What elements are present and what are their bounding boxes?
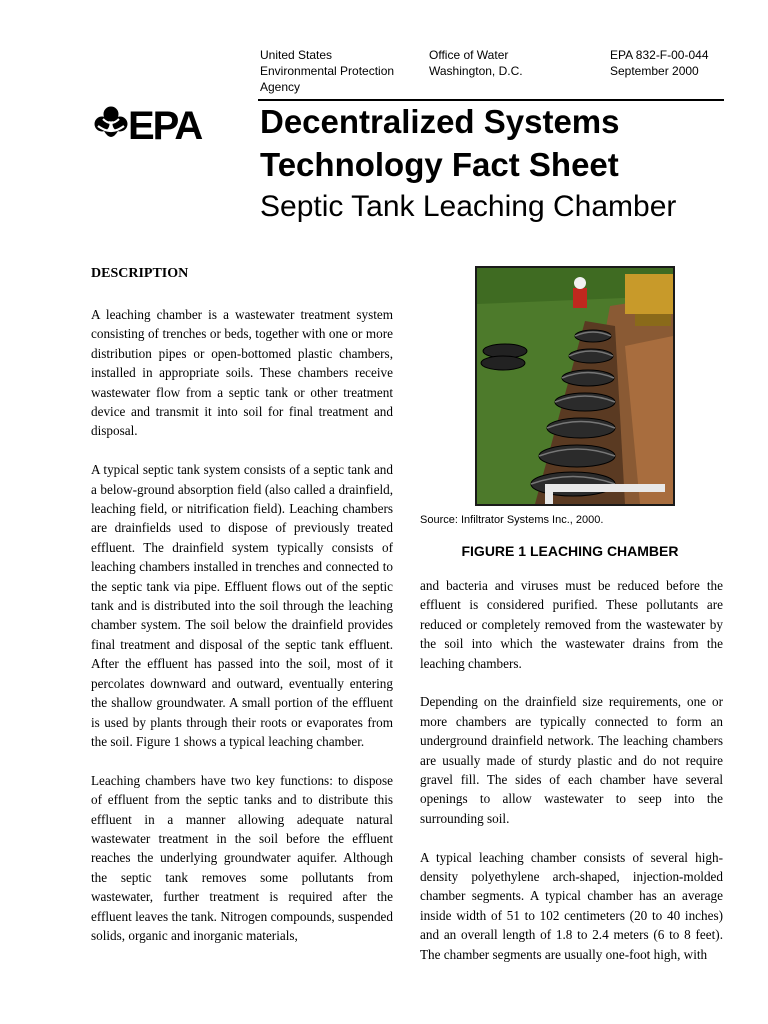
title-line-1: Decentralized Systems (260, 103, 620, 140)
header-office-line: Washington, D.C. (429, 64, 523, 78)
right-column (420, 576, 723, 983)
header-office (429, 47, 523, 79)
subtitle: Septic Tank Leaching Chamber (260, 190, 677, 223)
header-office-line: Office of Water (429, 48, 509, 62)
figure-title: FIGURE 1 LEACHING CHAMBER (461, 543, 679, 559)
paragraph: Depending on the drainfield size requirements, one or more chambers are typically connected to form an underground drainfield network. The leaching chambers are usually made of sturdy plastic and do not require gravel fill. The sides of each chamber have several openings to allow wastewater to seep into the surrounding soil. (420, 694, 723, 826)
doc-number: EPA 832-F-00-044 (610, 48, 709, 62)
section-heading: DESCRIPTION (91, 266, 189, 281)
header-agency-line: Environmental Protection (260, 64, 395, 78)
paragraph: A typical septic tank system consists of a septic tank and a below-ground absorption field (also called a drainfield, leaching field, or nitrification field). Leaching chambers are drainfields used to dispose of previously treated effluent. The drainfield system typically consists of leaching chambers installed in trenches and connected to the septic tank via pipe. Effluent flows out of the septic tank and is distributed into the soil through the leaching chamber system. The soil below the drainfield provides final treatment and disposal of the septic tank effluent. After the effluent has passed into the soil, most of it percolates downward and outward, eventually entering the shallow groundwater. A small portion of the effluent is used by plants through their roots or evaporates from the soil. Figure 1 shows a typical leaching chamber. (91, 462, 393, 749)
epa-logo-text: EPA (128, 104, 202, 143)
epa-flower-icon (95, 107, 128, 138)
header-doc-info (610, 47, 709, 79)
title-line-2: Technology Fact Sheet (260, 146, 619, 183)
epa-logo (92, 103, 207, 143)
figure-caption: Source: Infiltrator Systems Inc., 2000. (420, 514, 604, 526)
header-rule (258, 99, 724, 101)
header-agency (260, 47, 394, 95)
paragraph: and bacteria and viruses must be reduced before the effluent is considered purified. These pollutants are reduced or completely removed from the wastewater by the soil into which the wastewater drains from the leaching chambers. (420, 578, 723, 671)
header-agency-line: Agency (260, 80, 301, 94)
doc-date: September 2000 (610, 64, 699, 78)
paragraph: Leaching chambers have two key functions: to dispose of effluent from the septic tanks and to distribute this effluent in a manner allowing adequate natural wastewater treatment in the soil before the effluent reaches the underlying groundwater aquifer. Although the septic tank removes some pollutants from wastewater, further treatment is required after the effluent leaves the tank. Nitrogen compounds, suspended solids, organic and inorganic materials, (91, 772, 393, 943)
paragraph: A typical leaching chamber consists of several high-density polyethylene arch-shaped, injection-molded chamber segments. A typical chamber has an average inside width of 51 to 102 centimeters (20 to 40 inches) and an overall length of 1.8 to 2.4 meters (6 to 8 feet). The chamber segments are usually one-foot high, with (420, 849, 723, 962)
header-agency-line: United States (260, 48, 333, 62)
left-column (91, 305, 393, 965)
paragraph: A leaching chamber is a wastewater treatment system consisting of trenches or beds, together with one or more distribution pipes or open-bottomed plastic chambers, installed in appropriate soils. These chambers receive wastewater flow from a septic tank or other treatment device and transmit it into soil for final treatment and disposal. (91, 307, 393, 439)
leaching-chamber-photo (475, 266, 675, 506)
